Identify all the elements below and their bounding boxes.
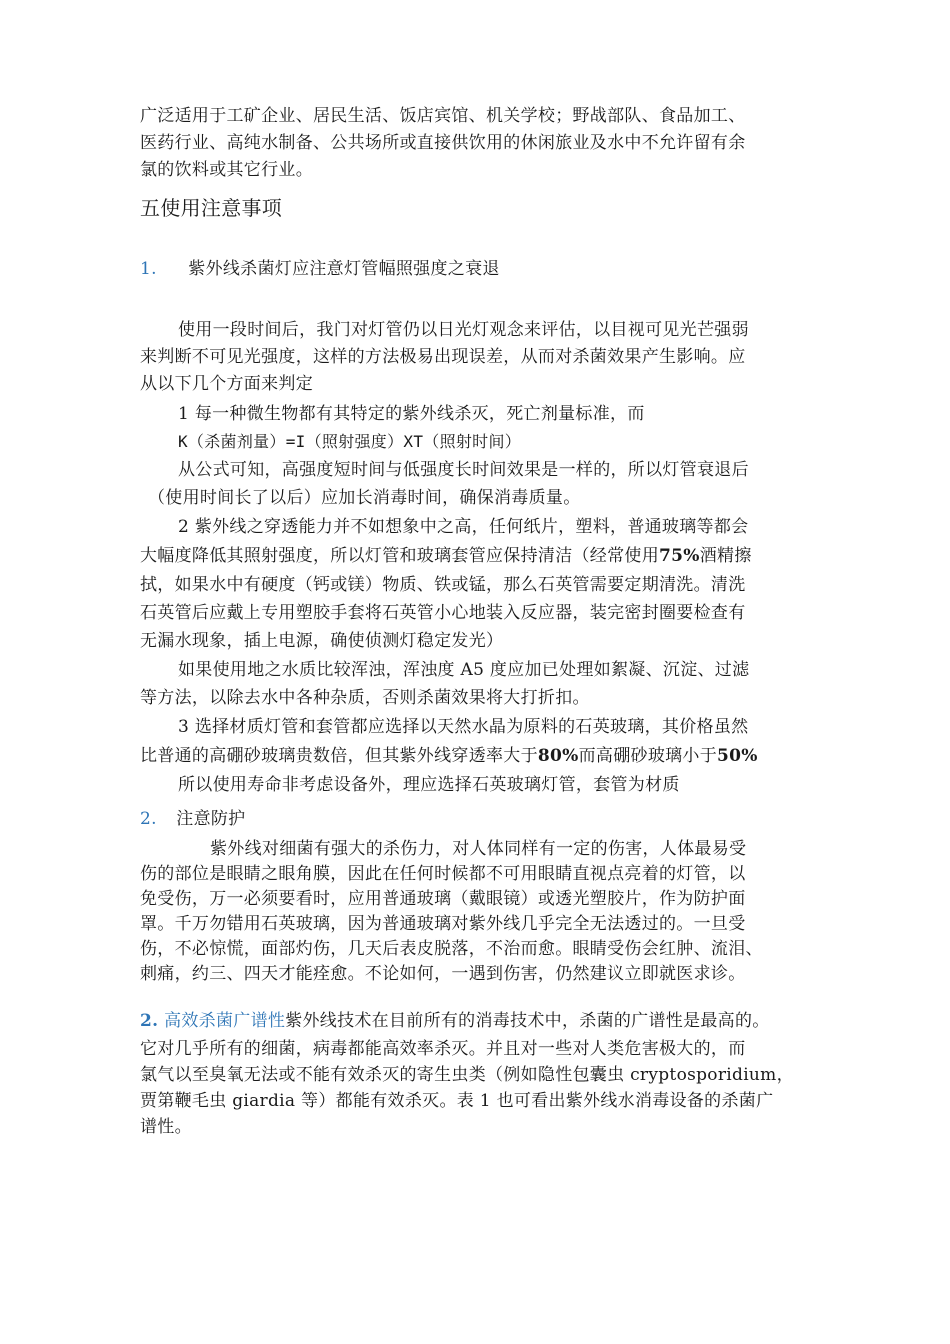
broad-title: 高效杀菌广谱性 bbox=[164, 1011, 286, 1031]
point-3-line-1: 3 选择材质灯管和套管都应选择以天然水晶为原料的石英玻璃，其价格虽然 bbox=[178, 717, 749, 737]
item-2-heading bbox=[140, 809, 245, 829]
percent-75: 75% bbox=[659, 546, 700, 566]
item-2-number: 2. bbox=[140, 809, 157, 829]
broad-number: 2. bbox=[140, 1011, 159, 1031]
para-2-line-2: 伤的部位是眼睛之眼角膜，因此在任何时候都不可用眼睛直视点亮着的灯管，以 bbox=[140, 864, 746, 884]
para-1-line-3: 从以下几个方面来判定 bbox=[140, 374, 313, 394]
point-3-line-2-text-a: 比普通的高硼砂玻璃贵数倍，但其紫外线穿透率大于 bbox=[140, 746, 538, 766]
broad-line-5: 谱性。 bbox=[140, 1117, 192, 1137]
para-1-line-2: 来判断不可见光强度，这样的方法极易出现误差，从而对杀菌效果产生影响。应 bbox=[140, 347, 746, 367]
point-2-line-3: 拭，如果水中有硬度（钙或镁）物质、铁或锰，那么石英管需要定期清洗。清洗 bbox=[140, 575, 746, 595]
item-1-heading bbox=[140, 259, 500, 279]
intro-line-1: 广泛适用于工矿企业、居民生活、饭店宾馆、机关学校；野战部队、食品加工、 bbox=[140, 106, 746, 126]
intro-line-2: 医药行业、高纯水制备、公共场所或直接供饮用的休闲旅业及水中不允许留有余 bbox=[140, 133, 746, 153]
para-2-line-6: 刺痛，约三、四天才能痊愈。不论如何，一遇到伤害，仍然建议立即就医求诊。 bbox=[140, 964, 746, 984]
item-2-title: 注意防护 bbox=[176, 809, 246, 829]
point-1-line-3: 从公式可知，高强度短时间与低强度长时间效果是一样的，所以灯管衰退后 bbox=[178, 460, 749, 480]
point-2-line-2 bbox=[140, 546, 752, 566]
point-3-line-2 bbox=[140, 746, 758, 766]
broad-line-1-rest: 紫外线技术在目前所有的消毒技术中，杀菌的广谱性是最高的。 bbox=[285, 1011, 770, 1031]
point-2-line-5: 无漏水现象，插上电源，确使侦测灯稳定发光） bbox=[140, 631, 504, 651]
item-1-number: 1. bbox=[140, 259, 157, 279]
point-2-line-2-text-c: 酒精擦 bbox=[699, 546, 752, 566]
point-2-line-6: 如果使用地之水质比较浑浊，浑浊度 A5 度应加已处理如絮凝、沉淀、过滤 bbox=[178, 660, 750, 680]
point-2-line-4: 石英管后应戴上专用塑胶手套将石英管小心地装入反应器，装完密封圈要检查有 bbox=[140, 603, 746, 623]
intro-line-3: 氯的饮料或其它行业。 bbox=[140, 160, 313, 180]
point-1-line-1: 1 每一种微生物都有其特定的紫外线杀灭，死亡剂量标准，而 bbox=[178, 404, 645, 424]
point-3-line-3: 所以使用寿命非考虑设备外，理应选择石英玻璃灯管，套管为材质 bbox=[178, 775, 680, 795]
para-1-line-1: 使用一段时间后，我门对灯管仍以日光灯观念来评估，以目视可见光芒强弱 bbox=[178, 320, 749, 340]
para-2-line-1: 紫外线对细菌有强大的杀伤力，对人体同样有一定的伤害，人体最易受 bbox=[210, 839, 747, 859]
broad-line-4: 贾第鞭毛虫 giardia 等）都能有效杀灭。表 1 也可看出紫外线水消毒设备的杀菌广 bbox=[140, 1091, 774, 1111]
point-2-line-1: 2 紫外线之穿透能力并不如想象中之高，任何纸片，塑料，普通玻璃等都会 bbox=[178, 517, 749, 537]
point-3-line-2-text-c: 而高硼砂玻璃小于 bbox=[578, 746, 718, 766]
para-2-line-5: 伤，不必惊慌，面部灼伤，几天后表皮脱落，不治而愈。眼睛受伤会红肿、流泪、 bbox=[140, 939, 763, 959]
point-2-line-2-text-a: 大幅度降低其照射强度，所以灯管和玻璃套管应保持清洁（经常使用 bbox=[140, 546, 659, 566]
broad-line-2: 它对几乎所有的细菌，病毒都能高效率杀灭。并且对一些对人类危害极大的，而 bbox=[140, 1039, 746, 1059]
formula: K（杀菌剂量）=I（照射强度）XT（照射时间） bbox=[178, 432, 522, 451]
broad-line-3: 氯气以至臭氧无法或不能有效杀灭的寄生虫类（例如隐性包囊虫 cryptosporidium， bbox=[140, 1065, 794, 1085]
para-2-line-3: 免受伤，万一必须要看时，应用普通玻璃（戴眼镜）或透光塑胶片，作为防护面 bbox=[140, 889, 746, 909]
item-1-title: 紫外线杀菌灯应注意灯管幅照强度之衰退 bbox=[188, 259, 500, 279]
percent-50: 50% bbox=[717, 746, 758, 766]
point-1-line-4: （使用时间长了以后）应加长消毒时间，确保消毒质量。 bbox=[148, 488, 581, 508]
section-heading: 五使用注意事项 bbox=[140, 196, 283, 220]
percent-80: 80% bbox=[537, 746, 579, 766]
para-2-line-4: 罩。千万勿错用石英玻璃，因为普通玻璃对紫外线几乎完全无法透过的。一旦受 bbox=[140, 914, 746, 934]
point-2-line-7: 等方法，以除去水中各种杂质，否则杀菌效果将大打折扣。 bbox=[140, 688, 590, 708]
broad-line-1 bbox=[140, 1011, 770, 1031]
